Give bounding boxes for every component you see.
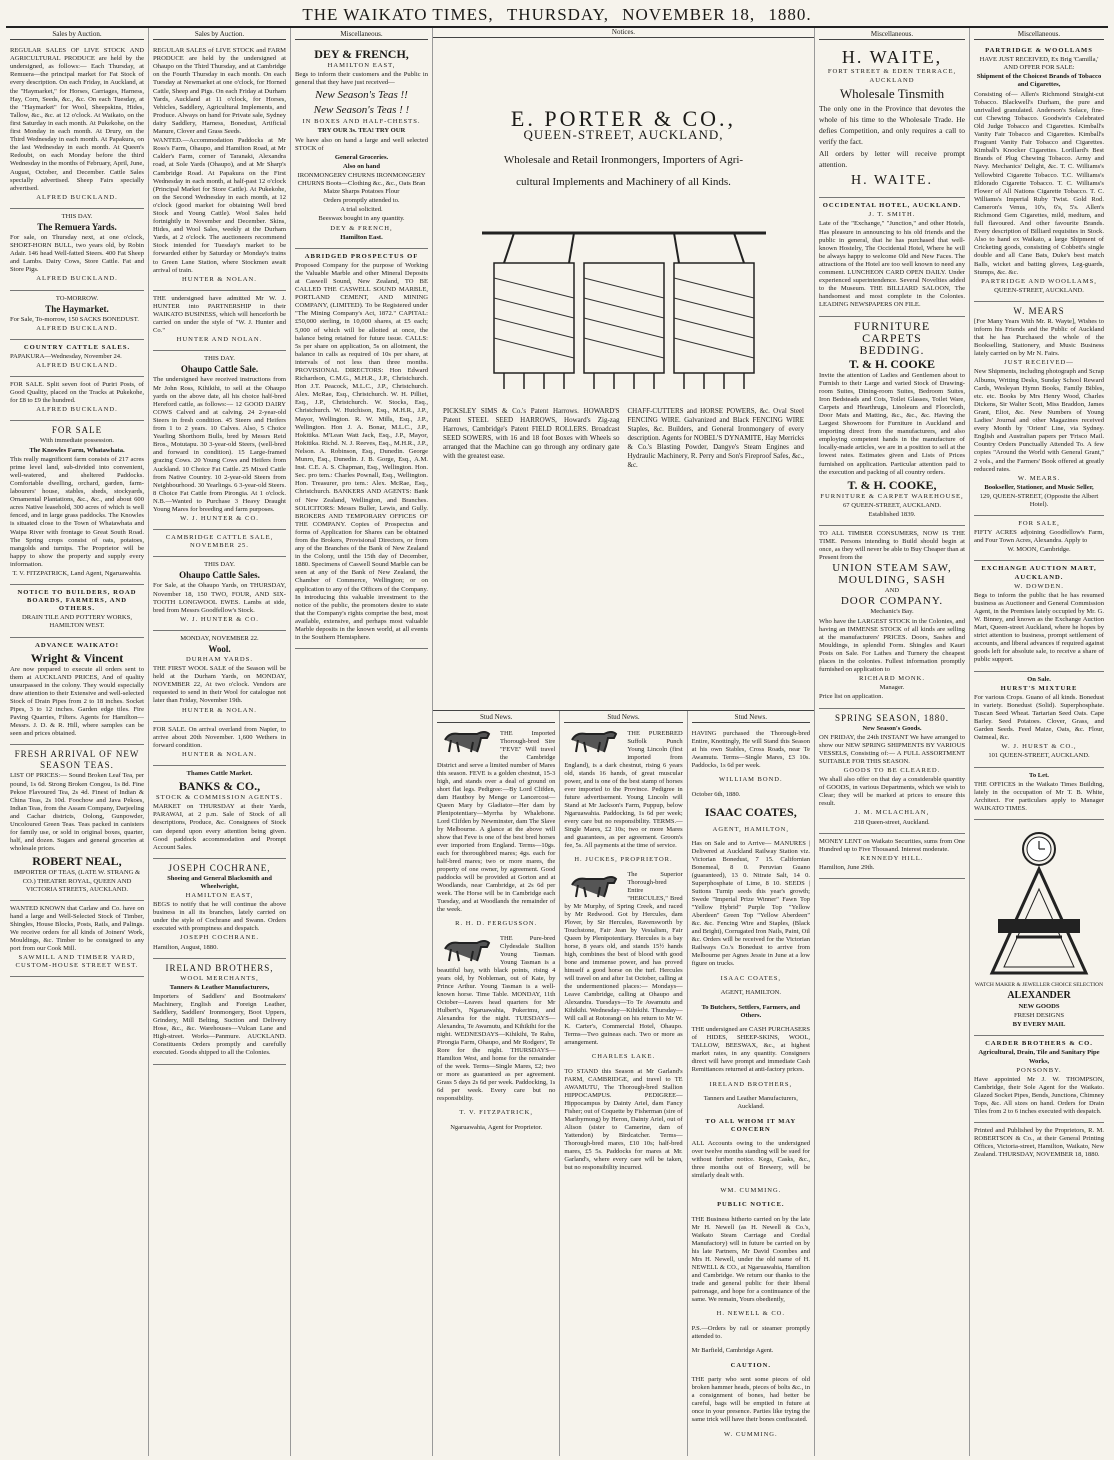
ad-established: Established 1839. [868,510,916,518]
ad-body: Late of the "Exchange," "Junction," and other Hotels, Has pleasure in announcing to his old friends and the public in general, that he has purchased that well-known Hostelry, The Occidental Hotel, Where he will be always happy to welcome Old and New Faces. The attractions of the Hotel are too well known to need any comment. LUNCHEON CARD OPEN DAILY. Under experienced superintendence. Several Novelties added to the Museum. THE BILLIARD SALOON, The handsomest and most complete in the Colonies. LEADING NEWSPAPERS ON FILE. [819,220,965,309]
ad-signature-2: Manager. [879,684,905,692]
ad-company-name-3: AND [884,587,900,595]
ad-company-name: JOSEPH COCHRANE, [168,862,271,873]
ad-signature: ALFRED BUCKLAND. [36,362,118,369]
cambridge-cattle-sale-ad [153,530,286,557]
ad-signature: HUNTER & NOLAN. [182,750,257,758]
ad-address: IMPORTER OF TEAS, (LATE W. STRANG & CO.) THEATRE ROYAL, QUEEN AND VICTORIA STREETS, AUCKLAND. [13,869,141,893]
ad-place: HAMILTON EAST, [327,62,396,70]
ad-signature: DEY & FRENCH, [330,224,393,232]
ad-body-2: Who have the LARGEST STOCK in the Colonies, and having an IMMENSE STOCK of all kinds are selling at the manufacturers' PRICES. Doors, Sashes and Mouldings, in splendid Form. Shingles and Kauri Posts on Sale. For Lathes and Turnery the cheapest places in the colonies. Fullest information promptly furnished on application to [819,617,965,674]
ad-heading: COUNTRY CATTLE SALES. [23,343,131,351]
ad-heading: ADVANCE WAIKATO! [35,641,119,649]
column-heading: Sales by Auction. [10,30,144,40]
ad-date: Hamilton, August, 1880. [153,943,219,951]
ad-trade: Bookseller, Stationer, and Music Seller, [984,483,1094,491]
ad-beeswax: Beeswax bought in any quantity. [318,215,405,223]
stud-ad-signature: WILLIAM BOND. [719,776,783,784]
public-notice-signature: H. NEWELL & CO. [716,1310,785,1318]
ad-body: PAPAKURA—Wednesday, November 24. [10,352,122,360]
ad-body-2: We shall also offer on that day a considerable quantity of GOODS, in various Departments, which we wish to Clear; they will be marked at prices to ensure this result. [819,776,965,808]
ad-signature: W. J. HUNTER & CO. [180,515,259,523]
ad-body-2: WANTED.—Accommodation Paddocks at Mr Ross's Farm, Ohaupo, and Hamilton Road, at Mr Calder's Farm, corner of Taranaki, Alexandra road, at Sole Yards (Ohaupo), and at Mr Sharp's Cambridge Road. At Papakura on the First Wednesday in each month, at half-past 12 o'clock (Principal Market for Store Cattle). At Pukekohe, on the Second Wednesday in each month, at 12 o'clock (good market for obtaining Well bred Stock and Young Cattle). Wool Sales held fortnightly in November and December. Skins, Hides, and Wool Sales, weekly at the Durham Yards, at 2 o'clock. The auctioneers recommend Stock intended for Tuesday's market to be forwarded either by Saturday or Monday's trains to Green Lane Station, where Stockmen await arrival of train. [153,137,286,274]
stud-ad-hippocampus: TO STAND this Season at Mr Garland's FARM, CAMBRIDGE, and travel to TE AWAMUTU, The Thorough-bred Stallion HIPPOCAMPUS. PEDIGREE—Hippocampus by Dainty Ariel, dam Fancy Fisher; out of Coquette by Fisherman (sire of Maribyrnong) by Heron, Dainty Ariel, out of Alison (sister to Camerine, dam of Yattendon) by Birdcatcher. Terms—Thorough-bred mares, £10 10s; half-bred mares, £5 5s. Paddocks for mares at Mr. Garland's, where every care will be taken, but no responsibility incurred. [564,1067,683,1171]
ad-body: [For Many Years With Mr. R. Wayte], Wishes to inform his Friends and the Public of Auckland that he has Purchased the whole of the Bookselling, Stationery, and Music Business lately carried on by Mr N. Fairs. [974,317,1104,358]
ad-signature: JOSEPH COCHRANE. [179,934,260,942]
public-notice-body: THE Business hitherto carried on by the late Mr H. Newell (as H. Newell & Co.'s, Waikato Steam Carriage and Cordial Manufactory) will in future be carried on by his late Partners, Mr David Coombes and Mrs H. Newell, under the old name of H. NEWELL & CO., at Ngaruawahia, Hamilton and Cambridge. We return our thanks to the trade and general public for their liberal patronage, and hope for a continuance of the same. We remain, Yours obediently, [691,1215,810,1303]
ad-heading: ABRIDGED PROSPECTUS OF [304,252,419,260]
land-for-sale-ad [974,516,1104,561]
occidental-hotel-ad [819,198,965,316]
ad-body: REGULAR SALES OF LIVE STOCK AND AGRICULTURAL PRODUCE are held by the undersigned, as follows:— Each Thursday, at Remuera—the principal market for Fat Stock of every description. On each Friday, in Auckland, at the "Haymarket," for Horses, Carriages, Harness, Hay, Corn, Seeds, &c., &c. On each Tuesday, at the "Haymarket" for Wool, Sheepskins, Hides, Tallow, &c., &c. at 12 o'clock. At Waikato, on the first Saturday in each month. At Pukekohe, on the first Monday in each month. At Drury, on the Third Wednesday in each month. At Papakura, on the last Wednesday in each month. At Queen's Redoubt, on each Monday before the third Wednesday in the months of February, April, June, August, October, and December. Cattle Sales specially advertised. Sheep Fairs specially advertised. [10,47,144,192]
buckland-regular-sales-ad [10,43,144,209]
issue-day: THURSDAY, [506,5,609,24]
ad-body: DRAIN TILE AND POTTERY WORKS, HAMILTON WEST. [22,614,132,630]
ad-city: AUCKLAND [869,77,915,85]
ad-heading: The Haymarket. [45,303,109,314]
imprint-text: Printed and Published by the Proprietors, R. M. ROBERTSON & Co., at their General Printing Offices, Victoria-street, Hamilton, Waikato, New Zealand. THURSDAY, NOVEMBER 18, 1880. [974,1127,1104,1159]
stud-ad-signature-2: CHARLES LAKE. [591,1053,656,1061]
stud-heading: Stud News. [437,713,555,723]
ad-heading: On Sale. [1027,675,1051,683]
ad-company-name: IRELAND BROTHERS, [165,962,274,973]
column-sales-auction-2 [149,28,291,1456]
ad-place: Mechanic's Bay. [870,608,914,616]
public-notice-ps: P.S.—Orders by rail or steamer promptly attended to. [691,1324,810,1340]
stud-column-3 [688,711,814,1456]
porter-address: QUEEN-STREET, AUCKLAND, [523,127,724,143]
ad-heading: CAMBRIDGE CATTLE SALE, NOVEMBER 25. [165,534,274,550]
isaac-coates-signature-2: AGENT, HAMILTON. [720,989,781,997]
butchers-heading: To Butchers, Settlers, Farmers, and Others. [701,1003,801,1019]
ad-heading: Ohaupo Cattle Sales. [179,570,260,581]
stud-ad-date: October 6th, 1880. [691,790,741,798]
partridge-woollams-ad [974,43,1104,302]
ad-body: THE OFFICES in the Waikato Times Building, lately in the occupation of Mr T. B. White, Architect. For particulars apply to Manager WAIKATO TIMES. [974,780,1104,812]
ad-signature: J. M. MCLACHLAN, [854,809,930,817]
ad-body-2: We have also on hand a large and well selected STOCK of [295,136,428,152]
ad-body: Have appointed Mr J. W. THOMPSON, Cambridge, their Sole Agent for the Waikato. Glazed Socket Pipes, Bends, Junctions, Chimney Tops, &c. All sizes on hand. Orders for Drain Tiles from 2 to 6 inches executed with despatch. [974,1075,1104,1116]
ad-signature: W. MEARS. [1017,474,1061,482]
ad-body: Invite the attention of Ladies and Gentlemen about to Furnish to their Large and varied Stock of Drawing-room Suites, Dining-room Suites, Bedroom Suites, Iron Bedsteads and Cots, Toilet Glasses, Toilet Ware, Carpets and Hearthrugs, Linoleum and Floorcloth, Door Mats and Matting, &c., &c., &c. Having the Largest Showroom for Furniture in Auckland and importing direct from the manufacturers, and also employing competent hands in the manufacture of locally-made articles, we are in a position to sell at the lowest rates. Estimates given and Lists of Prices furnished on application. Particular attention paid to the execution and packing of all country orders. [819,371,965,476]
caution-body: THE party who sent some pieces of old broken hammer heads, pieces of bolts &c., in a consignment of bones, had better be careful, bags will be emptied in future at once in your presence. Parties like trying the same trick will have their bones confiscated. [691,1376,810,1424]
puriri-posts-ad [10,377,144,421]
hunter-nolan-regular-sales-ad [153,43,286,291]
printer-imprint [974,1123,1104,1165]
porter-description [439,149,808,193]
ad-signature: KENNEDY HILL. [860,854,924,862]
exchange-auction-mart-ad [974,561,1104,671]
ad-body: BEGS to notify that he will continue the above business in all its branches, lately carried on under the style of Cochrane and Swann. Orders executed with promptness and despatch. [153,901,286,933]
column-heading: Sales by Auction. [153,30,286,40]
stud-news-section [433,711,814,1456]
ad-body: ON FRIDAY, the 24th INSTANT We have arranged to show our NEW SPRING SHIPMENTS BY VARIOUS VESSELS, Consisting of:— A FULL ASSORTMENT SUITABLE FOR THIS SEASON. [819,733,965,765]
ad-body: The undersigned have received instructions from Mr John Ross, Kihikihi, to sell at the Ohaupo yards on the above date, all his choice half-bred Hereford cattle, as follows:— 12 GOOD DAIRY COWS Calved and at calving. 24 2-year-old Steers in fresh condition. 45 Steers and Heifers from 1 to 2 years. 10 Calves. Also, 5 Choice Yearling Shorthorn Bulls, bred by Messrs Reid Bros., Motutapu. 30 3-year-old Steers, (well-bred and forward in condition). 15 Large-framed grazing Cows. 20 Young Cows and Heifers from Auckland. 10 Choice Fat Cattle. 25 Mixed Cattle from Native Country. 10 2-year-old Steers from Neighbourhood. 30 Yearlings. 6 3-year-old Steers. 8 Choice Fat Cattle from Pirongia. At 1 o'clock. N.B.—Wanted to Purchase 3 Heavy Draught Young Mares for breeding and farm purposes. [153,376,286,513]
ad-teas-banner-1: New Season's Teas !! [315,89,408,102]
spring-season-ad [819,709,965,834]
porter-list-left: PICKSLEY SIMS & Co.'s Patent Harrows. HOWARD'S Patent STEEL SEED HARROWS, Howard's Zig-zag Harrows, Cambridge's Patent FIELD ROLLERS. Broadcast SEED SOWERS, with 16 and 18 foot Boxes with Wheels so arranged that the Machine can go through any ordinary gate with the greatest ease. [443,407,620,461]
ad-stock-list: IRONMONGERY CHURNS IRONMONGERY CHURNS Boots—Clothing &c., &c., Oats Bran Maize Sharps Potatoes Flour [297,171,426,196]
ad-groceries: General Groceries. [334,153,389,161]
ad-day: THIS DAY. [204,355,235,363]
ad-fresh-designs: FRESH DESIGNS [1013,1012,1064,1020]
alexander-watchmaker-ad [974,820,1104,1036]
ad-heading-1: FURNITURE [853,318,931,333]
ad-day: THIS DAY. [204,561,235,569]
ad-orders: Orders promptly attended to. [323,197,400,205]
ad-heading: NOTICE TO BUILDERS, ROAD BOARDS, FARMERS, AND OTHERS. [17,589,137,613]
ad-body: For sale, on Thursday next, at one o'clock, SHORT-HORN BULL, two years old, by Robin Adair. 146 head Well-fatted Steers. 400 Fat Sheep and Lambs. Dairy Cows, Store Cattle. Fat and Store Pigs. [10,233,144,274]
stud-ad-young-tasman: THE Pure-bred Clydesdale Stallion Young Tasman. Young Tasman is a beautiful bay, with black points, rising 4 years old, by Nobleman, out of Kate, by Prince Arthur. Young Tasman is a well-known horse. Time Table. MONDAY, 11th October—Leaves head quarters for Mr Hulbert's, Ngaruawahia, Pukerimu, and Alexandra for the night. TUESDAYS—Alexandra, Te Awamutu, and Kihikihi for the night. WEDNESDAYS—Kihikihi, Te Rahu, Pirongia Farm, Ohaupo, and Mr Rodgers', Te Rore for the night. THURSDAYS—Hamilton West, and home for the remainder of the week. Terms—Single Mares, £2; two or more as guaranteed as per agreement. Grass 5 days 2s 6d per week. Paddocking, 1s 6d per week. Every care but no responsibility. [437,934,556,1102]
ad-also: Also on hand [342,162,381,170]
stud-ad-signature-3: Ngaruawahia, Agent for Proprietor. [450,1123,543,1131]
ad-company-name: DEY & FRENCH, [314,47,409,62]
ad-signature: HUNTER AND NOLAN. [176,336,263,344]
ad-address: 67 QUEEN-STREET, AUCKLAND. [842,501,942,509]
partnership-notice-ad [153,291,286,352]
robert-neal-teas-ad [10,745,144,900]
ad-body: MONEY LENT on Waikato Securities, sums from One Hundred up to Five Thousand. Interest moderate. [819,837,965,853]
ad-body: For various Crops. Guano of all kinds. Bonedust in variety. Bonedust (Solid). Superphosphate. Tuscan Seed Wheat. Tartarian Seed Oats. Cape Barley. Seed Potatoes. Clover, Grass, and Garden Seeds. Feed Maize, Oats, &c. Flour, Oatmeal, &c. [974,693,1104,742]
w-mears-ad [974,302,1104,516]
ad-price-list: Price list on application. [819,693,884,701]
ad-heading: FRESH ARRIVAL OF NEW SEASON TEAS. [14,749,140,771]
ad-body: The only one in the Province that devotes the whole of his time to the Wholesale Trade. He defies Competition, and only requires a call to verify the fact. [819,104,965,147]
column-sales-auction-1 [6,28,149,1456]
ad-trade: Shoeing and General Blacksmith and Wheelwright, [167,874,272,890]
horse-icon [564,871,624,899]
issue-year: 1880. [768,5,812,24]
ad-boxes: IN BOXES AND HALF-CHESTS. [302,118,421,126]
caswell-sound-prospectus-ad [295,249,428,650]
hursts-mixture-ad [974,672,1104,768]
butchers-signature-2: Tanners and Leather Manufacturers, Auckland. [703,1095,798,1111]
ad-signature: HUNTER & NOLAN. [182,275,257,283]
offices-to-let-ad [974,768,1104,820]
ad-company-name: CARDER BROTHERS & CO. [985,1040,1093,1048]
ad-body: FIFTY ACRES adjoining Goodfellow's Farm, and Four Town Acres, Alexandra. Apply to [974,529,1104,545]
country-cattle-sales-ad [10,340,144,377]
ad-name: J. T. SMITH. [868,211,916,219]
ad-heading: Shipment of the Choicest Brands of Tobacco and Cigarettes, [976,73,1102,89]
horse-icon [437,726,497,754]
ad-trade: Tanners & Leather Manufacturers, [169,983,270,991]
wright-vincent-ad [10,638,144,746]
ad-name: W. DOWDEN. [1014,582,1064,590]
ad-signature: T. V. FITZPATRICK, Land Agent, Ngaruawahia. [12,569,142,577]
ad-body-2: New Shipments, including photograph and Scrap Albums, Writing Desks, Sunday School Reward Cards, Wesleyan Hymn Books, Family Bibles, etc. etc. Books by Mrs Henry Wood, Charles Dickens, Sir Walter Scott, Miss Braddon, James Grant, Eliot, &c. New Numbers of Young Ladies' Journal and other Magazines received every Month by 'Orient' Line, via Sydney. English and Australian papers per 'Frisco Mail. Country Orders Punctually Attended To. A few copies "Around the World with General Grant," 2 vols., and the Farmers' Book offered at greatly reduced rates. [974,368,1104,473]
ad-place: PONSONBY. [1016,1066,1062,1074]
ad-heading: The Remuera Yards. [37,221,117,232]
haymarket-ad [10,291,144,340]
accounts-signature: WM. CUMMING. [720,1186,782,1194]
th-cooke-ad [819,317,965,527]
ad-heading-3: BEDDING. [859,342,925,357]
wool-sale-ad [153,631,286,722]
column-heading: Miscellaneous. [974,30,1104,40]
ad-day: MONDAY, NOVEMBER 22. [180,634,259,642]
stud-column-1 [433,711,560,1456]
column-miscellaneous-1 [291,28,433,1456]
ad-signature: RICHARD MONK. [858,675,926,683]
stud-heading: Stud News. [564,713,682,723]
column-heading: Miscellaneous. [295,30,428,40]
horse-icon [437,935,497,963]
harrow-illustration [474,203,774,403]
stud-ad-hercules: The Superior Thorough-bred Entire "HERCULES," Bred by Mr Murphy, of Spring Creek, and raced by Mr Redwood. Got by Hercules, dam Plover, by Sir Hercules, Ravensworth by Touchstone, Fair Jean by Vestalism, Fair Queen by Plenipotentiary. Hercules is a bay horse, 8 years old, and stands 15½ hands high, combines the best of blood with good bone and immense power, and has proved himself a good horse on the turf. Hercules will travel on and after 1st October, calling at the undermentioned places:— Mondays—Leave Cambridge, calling at Ohaupo and Alexandra. Tuesdays—To Te Awamutu and Kihikihi. Wednesday—Kihikihi. Thursday—Will call at Rotorangi on his return to Mr W. K. Carter's, Commercial Hotel, Ohaupo. Terms—Two guineas each. Two or more as arrangement. [564,870,683,1046]
column-miscellaneous-2 [815,28,970,1456]
ad-heading: OCCIDENTAL HOTEL, AUCKLAND. [822,202,962,210]
porter-product-lists [439,407,808,470]
porter-description-2: cultural Implements and Machinery of all Kinds. [516,176,731,189]
porter-ad [433,41,814,711]
carlaw-timber-ad [10,901,144,978]
ad-company-name-1: UNION STEAM SAW, [832,562,952,575]
ad-try-our: TRY OUR 3s. TEA! TRY OUR [317,127,406,135]
ad-company-name: ROBERT NEAL, [32,854,122,869]
ad-signature: ALFRED BUCKLAND. [36,275,118,283]
stud-ad-signature-2: T. V. FITZPATRICK, [459,1109,533,1117]
ad-address: 101 QUEEN-STREET, AUCKLAND. [988,752,1090,760]
ad-body: Are now prepared to execute all orders sent to them at AUCKLAND PRICES, And of quality unsurpassed in the colony. They would especially draw attention to their Extensive and well-selected Stock of Drain Pipes from 2 to 18 inches. Socket Pipes, 3 to 12 inches. Garden edge tiles. Fire Paving Quarries, Filters. Agents for Hamilton—Messrs. J. D. & R. Hill, where samples can be seen and prices obtained. [10,665,144,738]
ad-company-name: BANKS & CO., [178,779,261,794]
joseph-cochrane-ad [153,859,286,959]
ad-every-mail: BY EVERY MAIL [1012,1021,1066,1029]
column-heading: Miscellaneous. [819,30,965,40]
issue-date: NOVEMBER 18, [622,5,756,24]
ad-body: FOR SALE. Split seven foot of Puriri Posts, of Good Quality, placed on the Tracks at Pukekohe, for £8 to £9 the hundred. [10,381,144,405]
ad-body: TO ALL TIMBER CONSUMERS, NOW IS THE TIME. Persons intending to Build should begin at once, as they will never be able to Buy Cheaper than at Present from the [819,530,965,562]
horse-icon [564,726,624,754]
ad-signature: HUNTER & NOLAN. [182,706,257,714]
ad-body: This really magnificent farm consists of 217 acres prime level land, sub-divided into convenient, well-watered, and sheltered Paddocks. Comfortable dwelling, orchard, garden, farm-labourers' house, stables, sheds, stockyards, Ornamental Plantations, &c., &c., and about 600 acres Native leasehold, 300 acres of which is well fenced, and in large grass paddocks. The Knowles is situated close to the Town of Whatawhata and Waipa River with frontage to Great South Road. The Spring crops consist of oats, potatoes, mangolds and turnips. The Proprietor will be happy to show the property and supply every information. [10,455,144,568]
butchers-body: THE undersigned are CASH PURCHASERS of HIDES, SHEEP-SKINS, WOOL, TALLOW, BEESWAX, &c., at highest market rates, in any quantity. Consigners direct will have prompt and immediate Cash Remittances returned at anti-factory prices. [691,1026,810,1074]
stud-ad-young-lincoln: THE PUREBRED Suffolk Punch Young Lincoln (first imported from England), is a dark chestnut, rising 6 years old, stands 16 hands, of great muscular power, and is one of the best stamp of horses ever imported to the Province. Pedigree in future advertisement. Young Lincoln will Stand at Mr Jackson's Farm, Puppup, below Ngaruawahia. Paddocking, 1s 6d per week; every care but no responsibility. TERMS.—Single Mares, £2 10s; two or more Mares and guarantees, as per agreement. Groom's fee, 5s. All payments at the time of service. [564,729,683,849]
ad-product-name: HURST'S MIXTURE [1000,684,1078,692]
stud-ad-feve: THE Imported Thorough-bred Sire "FEVE" Will travel the Cambridge District and serve a limited number of Mares this season. FEVE is a golden chestnut, 15-3 high, and stands over a deal of ground on short flat legs. Pedigree:—By Lord Clifden, dam Hautboy by Menge or Lancercost—Queen Mary by Gladiator—Her dam by Plenipotentiary—Myrrha by Whalebone. Lord Clifden by Newminster, dam The Slave by Melbourne. A glance at the above will show that Feve is one of the best bred horses ever imported from England. Terms—10gs. each for thoroughbred mares; 4gs. each for half-bred mares; two or more mares, the property of one owner, by agreement. Good paddocks will be provided at Gorton and at Woodlands, near Cambridge, at 2s 6d per week. The Horse will be in Cambridge each Tuesday, and at Woodlands the remainder of the week. [437,729,556,913]
masthead [6,4,1108,28]
ad-company-name: H. WAITE, [841,47,943,68]
ad-trade: Wholesale Tinsmith [839,86,945,102]
ad-heading: FOR SALE, [1018,520,1060,528]
ad-heading: EXCHANGE AUCTION MART, AUCKLAND. [981,565,1097,581]
carder-brothers-ad [974,1036,1104,1123]
ad-body: Begs to inform their customers and the Public in general that they have just received— [295,71,428,87]
ad-new-goods: NEW GOODS [1018,1003,1060,1011]
ad-place: HAMILTON EAST, [185,891,254,899]
ad-signature: W. MOON, Cambridge. [1007,546,1071,554]
ad-body: For Sale, To-morrow, 150 SACKS BONEDUST. [10,315,139,323]
ad-signature: W. J. HUNTER & CO. [180,615,259,623]
banks-co-ad [153,766,286,859]
ad-body: Proposed Company for the purpose of Working the Valuable Marble and other Mineral Deposits at Caswell Sound, New Zealand, TO BE CALLED THE CASWELL SOUND MARBLE, PORTLAND CEMENT, AND MINING COMPANY, (LIMITED). To be Registered under "The Mining Company's Act, 1872." CAPITAL: £50,000 sterling, in 10,000 shares, at £5 each; 5,000 of which will be allotted at once, the balance being retained for future issue. CALLS: 5s per share on application, 5s on allotment, the balance in calls as required of 10s per share, at intervals of not less than three months. PROVISIONAL DIRECTORS: Hon Edward Richardson, C.M.G., M.H.R., J.P., Christchurch. Hon J.T. Peacock, M.L.C., J.P., Christchurch. Alex. McRae, Esq., Christchurch. W. H. Pilliet, Esq., J.P., Christchurch. W. Stocks, Esq., Christchurch. W. Hutchison, Esq., M.H.R., J.P., Mayor, Wellington. R. W. Mills, Esq., J.P., Wellington. Hon J. A. Bonar, M.L.C., J.P., Hokitika. M'Lean Watt Jack, Esq., J.P., Mayor, Hokitika. Richd. N. J. Reeves, Esq., M.H.R., J.P., Nelson. A. Robinson, Esq., Dunedin. George Munro, Esq., Dunedin. J. B. Gorge, Esq., A.M. Inst. C.E. A. S. Chapman, Esq., Wellington. Hon. Sec. pro tem.: Charles Pownall, Esq., Wellington. Hon. Treasurer, pro tem.: Alex. McRae, Esq., Christchurch. BANKERS AND AGENTS: Bank of New Zealand, Wellington, and Branches. SOLICITORS: Messrs Buller, Lewis, and Gully. BROKERS AND TEMPORARY OFFICES OF THE COMPANY. Copies of Prospectus and forms of Application for Shares can be obtained from the Brokers, Provisional Directors, or from any of the Branches of the Bank of New Zealand in the Colony, until the 15th day of December, 1880. Specimens of Caswell Sound Marble can be seen at any of the Bank of New Zealand, the Chamber of Commerce, Wellington; or on application to any of the Officers of the Company. In introducing this valuable investment to the notice of the public, the promoters desire to state that the Company's rights comprise the best, most available, extensive, and perhaps most valuable Marble deposits in the known world, at all events in the Southern Hemisphere. [295,261,428,642]
ad-signature: W. J. HURST & CO., [1001,743,1077,751]
ad-place: FORT STREET & EDEN TERRACE, [827,68,957,76]
ad-subheading: With immediate possession. [40,437,114,445]
ad-address: 218 Queen-street, Auckland. [854,818,930,826]
ad-body: Importers of Saddlers' and Bootmakers' Machinery, English and Foreign Leather, Saddlery, Saddlers' Ironmongery, Boot Uppers, Grindery, Mill Belting, Suction and Delivery Hose, &c., &c. Warehouses—Vulcan Lane and High-street. Works—Panmure. AUCKLAND. Constituents Orders promptly and carefully executed. Goods shipped to all the Colonies. [153,992,286,1057]
ad-trial: A trial solicited. [340,206,383,214]
ad-body: Consisting of— Allen's Richmond Straight-cut Tobacco. Blackwell's Durham, the pure and unrivalled granulated. Anderson's Solace, fine-cut Chewing Tobacco. Goodwin's Celebrated Old Judge Tobacco and Cigarettes. Kimball's Vanity Fair Tobacco and Cigarettes. Kimball's Fragrant Vanity Fair Tobacco and Cigarettes. Kimball's Knocker Cigarettes. Lorillard's Best Brands of Plug Chewing Tobacco. Army and Navy. Mechanics' Delight, &c. T. C. Williams's Yellowbird Cigarette Tobacco. T.C. Williams's Eldorado Cigarette Tobacco. T. C. Williams's Flower of All Nations Cigarette Tobacco. T. C. Williams's Imperial Ruby Twist. Gold Rod. Cameron's Venus, 10's, 6's, 5's. Allen's Richmond Gem Cigarettes, mild, medium, and full flavoured. And other favourite Brands. Every description of Billiard requisites in Stock. Also to hand ex Waikato, a large Shipment of Cricketing goods, consisting of Cobbett's single double and all Cane Bats, Duke's best match Balls, wicket and batting gloves, Leg-guards, Stumps, &c. &c. [974,90,1104,276]
ad-heading: Thames Cattle Market. [186,770,253,778]
ohaupo-ewes-sale-ad [153,557,286,631]
ad-body: REGULAR SALES of LIVE STOCK and FARM PRODUCE are held by the undersigned at Ohaupo on the Third Thursday, and at Cambridge on the Fourth Thursday in each month. On each Tuesday at Newmarket at one o'clock, for Horned Cattle, Sheep and Pigs. On each Friday at Durham Yards, Auckland at 11 o'clock, for Horses, Vehicles, Saddlery, Agricultural Implements, and Produce. Always on hand for Private sale, Sydney dairy Saddlery, Harness, Bonedust, Artificial Manure, Clover and Grass Seeds. [153,47,286,136]
stud-ad-signature: R. H. D. FERGUSSON. [455,920,538,928]
dey-french-ad [295,43,428,249]
column-miscellaneous-3 [970,28,1108,1456]
wethers-sale-ad [153,722,286,766]
stud-heading: Stud News. [692,713,810,723]
money-lent-ad [819,834,965,879]
accounts-body: ALL Accounts owing to the undersigned over twelve months standing will be sued for without further notice. Kegs, Casks, &c., three months out of Brewery, will be similarly dealt with. [691,1140,810,1180]
column-notices [433,28,815,1456]
isaac-coates-name: ISAAC COATES, [704,805,797,820]
knowles-farm-ad [10,421,144,585]
ad-company-name: Wright & Vincent [30,650,124,665]
ad-signature: ALFRED BUCKLAND. [36,193,118,201]
ad-company-name: ALEXANDER [1007,990,1071,1002]
stud-ad-knottingly: HAVING purchased the Thorough-bred Entire, Knottingly, He will Stand this Season at his own Stables, Cross Roads, near Te Awamutu. Terms—Single Mares, £3 10s. Paddocks, 1s 6d per week. [691,729,810,769]
public-notice-heading: PUBLIC NOTICE. [717,1201,785,1209]
ad-day: TO-MORROW. [55,294,99,302]
drain-tile-notice-ad [10,585,144,637]
ad-heading-2: CARPETS [862,330,922,345]
ad-company-name-4: DOOR COMPANY. [840,595,944,608]
ad-subheading: WOOL MERCHANTS, [180,974,259,982]
ireland-brothers-ad [153,959,286,1065]
ad-signature: T. & H. COOKE, [847,477,937,492]
porter-list-right: CHAFF-CUTTERS and HORSE POWERS, &c. Oval Steel FENCING WIRE. Galvanized and Black FENCING WIRE Staples, &c. Builders, and General Ironmongery of every description. Agents for NOBEL'S DYNAMITE, Hay Merricks & Co.'s Blasting Powder, Dangye's Steam Engines and Hydraulic Machinery, R. Perry and Son's Fireproof Safes, &c., &c. [627,407,804,470]
ad-signature-2: Hamilton East. [340,233,383,241]
ad-company-name: PARTRIDGE & WOOLLAMS [985,47,1093,55]
ad-body: MARKET on THURSDAY at their Yards, PARAWAI, at 2 p.m. Sale of Stock of all descriptions, Produce, &c. Consignees of Stock can depend upon every attention being given. Good paddock accommodation and Prompt Account Sales. [153,803,286,851]
public-notice-agent: Mr Barfield, Cambridge Agent. [691,1347,774,1355]
ad-heading: Agricultural, Drain, Tile and Sanitary Pipe Works, [978,1049,1100,1065]
ad-company-name: W. MEARS [1013,305,1065,316]
ad-orders: All orders by letter will receive prompt attention. [819,149,965,170]
ad-teas-banner-2: New Season's Teas ! ! [313,104,410,117]
ad-body: THE FIRST WOOL SALE of the Season will be held at the Durham Yards, on MONDAY, NOVEMBER 22, At two o'clock. Vendors are requested to send in their Wool for catalogue not later than Friday, November 19th. [153,665,286,705]
ad-just-received: JUST RECEIVED— [1004,359,1074,367]
ad-heading: To Let. [1029,771,1049,779]
ad-signature: ALFRED BUCKLAND. [36,324,118,332]
ad-subheading: HAVE JUST RECEIVED, Ex Brig 'Camilla,' AND OFFER FOR SALE: [979,56,1099,72]
isaac-coates-sub: AGENT, HAMILTON, [712,825,789,833]
ad-body: Begs to inform the public that he has resumed business as Auctioneer and General Commission Agent, in the Premises lately occupied by Mr. G. W. Binney, and known as the Exchange Auction Mart, Queen-street Auckland, where he hopes by strict attention to business, prompt settlement of accounts, and liberal advances if required against goods left for absolute sale, to receive a share of public support. [974,591,1104,664]
ad-body: FOR SALE. On arrival overland from Napier, to arrive about 20th November. 1,600 Wethers in forward condition. [153,725,286,749]
isaac-coates-body: Has on Sale and to Arrive— MANURES | Delivered at Auckland Railway Station viz. Victorian Bonedust, 7 15. Californian Bonemeal, 8 0. Peruvian Guano (guaranteed), 13 0. Nitrate Salt, 14 0. Superphosphate of Lime, 8 10. SEEDS | Suttons Turnip seeds this year's growth; Swede "Imperial Prize Winner" Fawn Top "Yellow Hybrid" Purple Top "Yellow Aberdeen" Green Top "Yellow Aberdeen" &c. &c. Fencing Wire and Staples, (Black and Bright), Corrugated Iron Nails, Paint, Oil &c. Orders will be received for the Victorian Railways Co.'s Bonedust to arrive from Melbourne per Agnes Jessie in June at a low figure on trucks. [691,840,810,968]
ad-clearance: GOODS TO BE CLEARED. [843,766,941,774]
remuera-yards-ad [10,209,144,291]
ad-signature: ALFRED BUCKLAND. [36,406,118,414]
ad-body: THE undersigned have admitted Mr W. J. HUNTER into PARTNERSHIP in their WAIKATO BUSINESS, which will henceforth be carried on under the style of "W. J. Hunter and Co." [153,294,286,335]
ad-subheading: STOCK & COMMISSION AGENTS. [156,794,283,802]
column-heading: Notices. [433,28,814,38]
ad-heading: Ohaupo Cattle Sale. [180,364,259,375]
ad-signature-2: QUEEN-STREET, AUCKLAND. [994,286,1084,294]
ad-signature: SAWMILL AND TIMBER YARD, CUSTOM-HOUSE STREET WEST. [15,954,139,970]
ad-body: WANTED KNOWN that Carlaw and Co. have on hand a large and Well-Selected Stock of Timber, Shingles, House Blocks, Posts, Rails, and Palings. We receive orders for all kinds of Joiners' Work, Mouldings, &c. Timber to be consigned to any port from our Cook Mill. [10,904,144,953]
ad-subheading: FURNITURE & CARPET WAREHOUSE, [820,492,964,500]
butchers-signature: IRELAND BROTHERS, [709,1080,793,1088]
porter-title: E. PORTER & CO., [510,106,737,132]
h-waite-ad [819,43,965,198]
ad-signature: H. WAITE. [851,173,933,189]
stud-ad-signature: H. JUCKES, PROPRIETOR. [574,856,673,864]
caution-heading: CAUTION. [730,1361,771,1369]
ad-heading: Wool. [208,644,231,654]
stud-column-2 [560,711,687,1456]
isaac-coates-signature: ISAAC COATES, [720,974,781,982]
ad-heading: SPRING SEASON, 1880. [834,712,950,723]
porter-description-1: Wholesale and Retail Ironmongers, Importers of Agri- [503,154,744,167]
ad-yard: DURHAM YARDS. [186,656,253,663]
newspaper-title: THE WAIKATO TIMES, [302,5,494,24]
ad-body: For Sale, at the Ohaupo Yards, on THURSDAY, November 18, 150 TWO, FOUR, AND SIX-TOOTH LONGWOOL EWES. Lambs at side, bred from Messrs Goodfellow's Stock. [153,582,286,614]
ad-estate: The Knowles Farm, Whatawhata. [29,446,125,454]
ad-arc-text: WATCH MAKER & JEWELLER CHOICE SELECTION [974,981,1104,988]
accounts-heading: TO ALL WHOM IT MAY CONCERN [705,1117,797,1133]
ad-heading: FOR SALE [51,425,103,436]
ad-price-list: LIST OF PRICES:— Sound Broken Leaf Tea, per pound, 1s 6d. Strong Broken Congou, 1s 8d. Fine Pekoe Flavoured Tea, 2s 4d. Finest of Indian & China Teas, 2s 10d. Foochow and Java Pekoes, Indian Teas, from the Assam Company, Darjeeling and Cachar districts, Oolong, Gunpowder, Uncoloured Green Teas. Teas packed in canisters for family use, or sold in original boxes, quarter, half, and dozen. Sugars and general groceries at wholesale prices. [10,772,144,853]
ohaupo-cattle-sale-ad [153,351,286,530]
ad-company-name: T. & H. COOKE [848,356,936,371]
ad-subheading: New Season's Goods. [862,724,922,732]
columns [6,28,1108,1456]
ad-company-name-2: MOULDING, SASH [838,574,946,587]
ad-date: Hamilton, June 29th. [819,863,875,871]
caution-signature: W. CUMMING. [724,1430,778,1438]
ad-address: 129, QUEEN-STREET, (Opposite the Albert Hotel). [979,492,1099,508]
ad-day: THIS DAY. [61,212,93,220]
union-steam-saw-ad [819,526,965,709]
watch-illustration [978,827,1100,977]
ad-signature: PARTRIDGE AND WOOLLAMS, [981,277,1097,285]
